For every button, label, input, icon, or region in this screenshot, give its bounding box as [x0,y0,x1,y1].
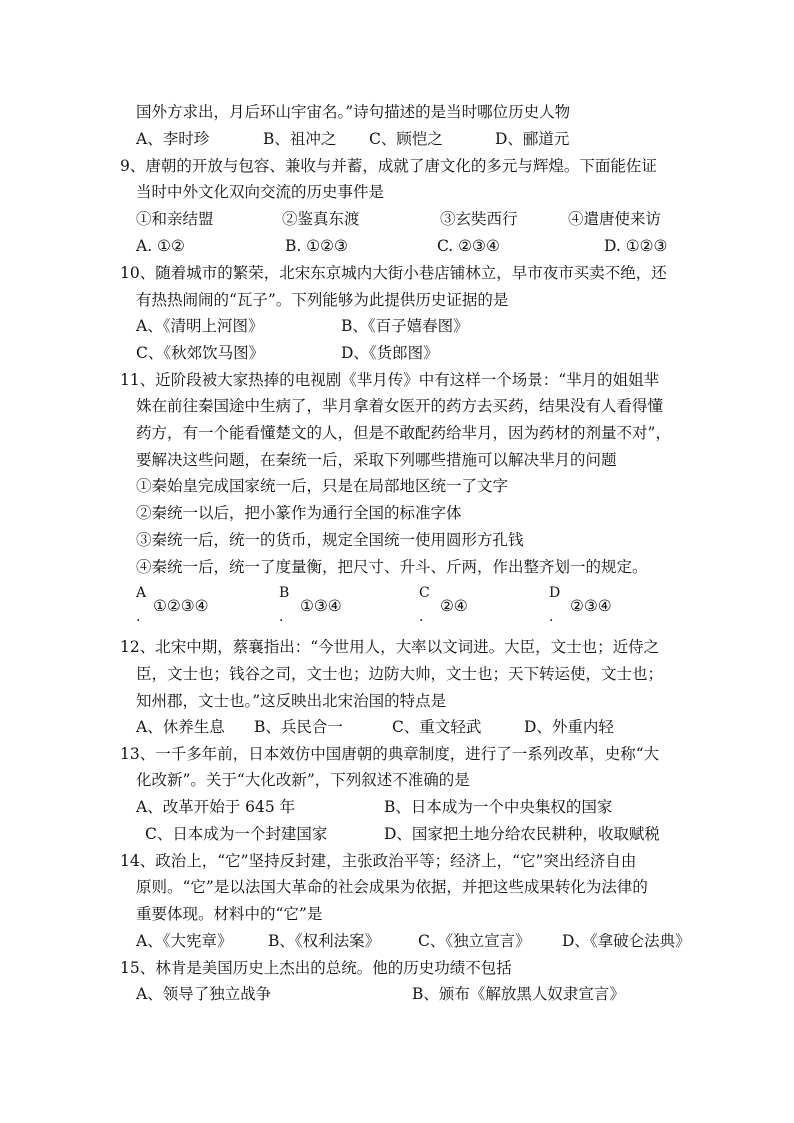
q8-option-b: B、祖冲之 [263,130,337,148]
q13-option-c: C、日本成为一个封建国家 [145,825,328,843]
q11-item-2: ②秦统一以后，把小篆作为通行全国的标准字体 [136,504,462,522]
q9-item-3: ③玄奘西行 [440,210,518,228]
question-9-stem-line-2: 当时中外文化双向交流的历史事件是 [136,183,385,201]
q11-option-a-value: ①②③④ [153,597,209,615]
question-13-stem-line-2: 化改新”。关于“大化改新”，下列叙述不准确的是 [136,771,470,789]
q13-option-d: D、国家把土地分给农民耕种，收取赋税 [384,825,660,843]
q9-option-a: A. ①② [136,237,185,255]
question-14-stem: 14、政治上，“它”坚持反封建，主张政治平等；经济上，“它”突出经济自由 [120,852,637,870]
q11-option-b-letter: B [279,585,290,601]
q10-option-b: B、《百子嬉春图》 [341,317,469,335]
q12-option-b: B、兵民合一 [254,718,343,736]
q15-option-a: A、领导了独立战争 [136,985,272,1003]
q11-option-d-value: ②③④ [570,597,612,615]
q15-option-b: B、颁布《解放黑人奴隶宣言》 [412,985,625,1003]
q12-option-d: D、外重内轻 [524,718,614,736]
question-12-stem-line-2: 臣，文士也；钱谷之司，文士也；边防大帅，文士也；天下转运使，文士也； [136,665,664,683]
question-11-stem-line-3: 药方，有一个能看懂楚文的人，但是不敢配药给芈月，因为药材的剂量不对”， [136,424,671,442]
q8-option-d: D、郦道元 [495,130,570,148]
q12-option-a: A、休养生息 [136,718,225,736]
q11-option-c-letter: C [419,585,430,601]
q14-option-c: C、《独立宣言》 [418,932,531,950]
question-10-stem-line-2: 有热热闹闹的“瓦子”。下列能够为此提供历史证据的是 [136,291,509,309]
q10-option-a: A、《清明上河图》 [136,317,264,335]
q8-option-c: C、顾恺之 [369,130,443,148]
question-11-stem-line-4: 要解决这些问题，在秦统一后，采取下列哪些措施可以解决芈月的问题 [136,451,617,469]
question-10-stem: 10、随着城市的繁荣，北宋东京城内大街小巷店铺林立，早市夜市买卖不绝，还 [120,264,667,282]
q9-item-1: ①和亲结盟 [136,210,214,228]
q11-option-b-dot: . [279,609,284,625]
q9-option-c: C. ②③④ [437,237,500,255]
q13-option-a: A、改革开始于 645 年 [136,798,296,816]
question-12-stem-line-3: 知州郡，文士也。”这反映出北宋治国的特点是 [136,692,447,710]
question-11-stem-line-2: 姝在前往秦国途中生病了，芈月拿着女医开的药方去买药，结果没有人看得懂 [136,397,664,415]
q9-option-d: D. ①②③ [604,237,668,255]
question-11-stem: 11、近阶段被大家热捧的电视剧《芈月传》中有这样一个场景：“芈月的姐姐芈 [120,371,660,389]
q11-option-c-dot: . [419,609,424,625]
question-12-stem: 12、北宋中期，蔡襄指出：“今世用人，大率以文词进。大臣，文士也；近侍之 [120,638,660,656]
q11-option-c-value: ②④ [440,597,468,615]
question-14-stem-line-3: 重要体现。材料中的“它”是 [136,905,323,923]
q10-option-c: C、《秋郊饮马图》 [136,344,265,362]
q11-option-a-dot: . [136,609,141,625]
q11-item-1: ①秦始皇完成国家统一后，只是在局部地区统一了文字 [136,477,509,495]
q9-item-4: ④遣唐使来访 [568,210,662,228]
q10-option-d: D、《货郎图》 [341,344,439,362]
q9-item-2: ②鉴真东渡 [282,210,360,228]
q11-option-d-letter: D [549,585,561,601]
q11-option-a-letter: A [136,585,147,601]
question-8-stem-continued: 国外方求出，月后环山宇宙名。”诗句描述的是当时哪位历史人物 [136,103,571,121]
question-9-stem: 9、唐朝的开放与包容、兼收与并蓄，成就了唐文化的多元与辉煌。下面能佐证 [120,157,657,175]
q8-option-a: A、李时珍 [136,130,210,148]
question-15-stem: 15、林肯是美国历史上杰出的总统。他的历史功绩不包括 [120,959,512,977]
q11-item-4: ④秦统一后，统一了度量衡，把尺寸、升斗、斤两，作出整齐划一的规定。 [136,558,648,576]
q14-option-d: D、《拿破仑法典》 [562,932,691,950]
q11-item-3: ③秦统一后，统一的货币，规定全国统一使用圆形方孔钱 [136,531,524,549]
q12-option-c: C、重文轻武 [392,718,482,736]
question-13-stem: 13、一千多年前，日本效仿中国唐朝的典章制度，进行了一系列改革，史称“大 [120,745,660,763]
q13-option-b: B、日本成为一个中央集权的国家 [384,798,613,816]
q11-option-b-value: ①③④ [300,597,342,615]
q9-option-b: B. ①②③ [285,237,348,255]
q11-option-d-dot: . [549,609,554,625]
q14-option-a: A、《大宪章》 [136,932,233,950]
q14-option-b: B、《权利法案》 [268,932,381,950]
question-14-stem-line-2: 原则。“它”是以法国大革命的社会成果为依据，并把这些成果转化为法律的 [136,878,648,896]
